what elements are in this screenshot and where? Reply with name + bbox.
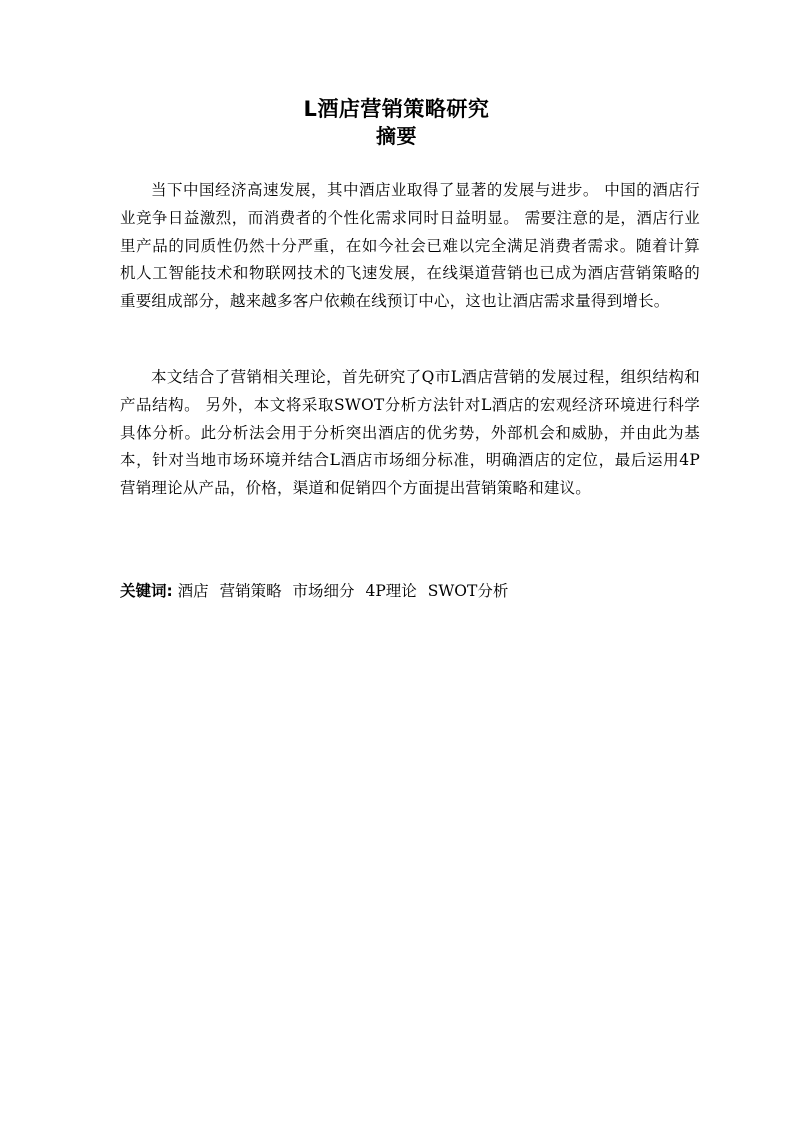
abstract-paragraph-2: 本文结合了营销相关理论，首先研究了Q市L酒店营销的发展过程，组织结构和产品结构。 另外，本文将采取SWOT分析方法针对L酒店的宏观经济环境进行科学具体分析。此分析法会用于分析突出酒店的优劣势，外部机会和威胁，并由此为基本，针对当地市场环境并结合L酒店市场细分标准，明确酒店的定位，最后运用4P营销理论从产品，价格，渠道和促销四个方面提出营销策略和建议。 xyxy=(120,368,700,498)
paper-title: L酒店营销策略研究 xyxy=(303,97,490,121)
keyword-item: 4P理论 xyxy=(365,582,417,600)
keyword-item: SWOT分析 xyxy=(427,582,509,600)
abstract-heading: 摘要 xyxy=(376,124,417,148)
keywords-line xyxy=(120,579,700,603)
keyword-item: 市场细分 xyxy=(292,582,355,600)
abstract-paragraph-1: 当下中国经济高速发展，其中酒店业取得了显著的发展与进步。 中国的酒店行业竞争日益激烈，而消费者的个性化需求同时日益明显。 需要注意的是，酒店行业里产品的同质性仍然十分严重，在如今社会已难以完全满足消费者需求。随着计算机人工智能技术和物联网技术的飞速发展，在线渠道营销也已成为酒店营销策略的重要组成部分，越来越多客户依赖在线预订中心，这也让酒店需求量得到增长。 xyxy=(120,181,700,311)
keyword-item: 酒店 xyxy=(177,582,209,600)
keyword-item: 营销策略 xyxy=(219,582,282,600)
keywords-label: 关键词: xyxy=(120,582,173,600)
